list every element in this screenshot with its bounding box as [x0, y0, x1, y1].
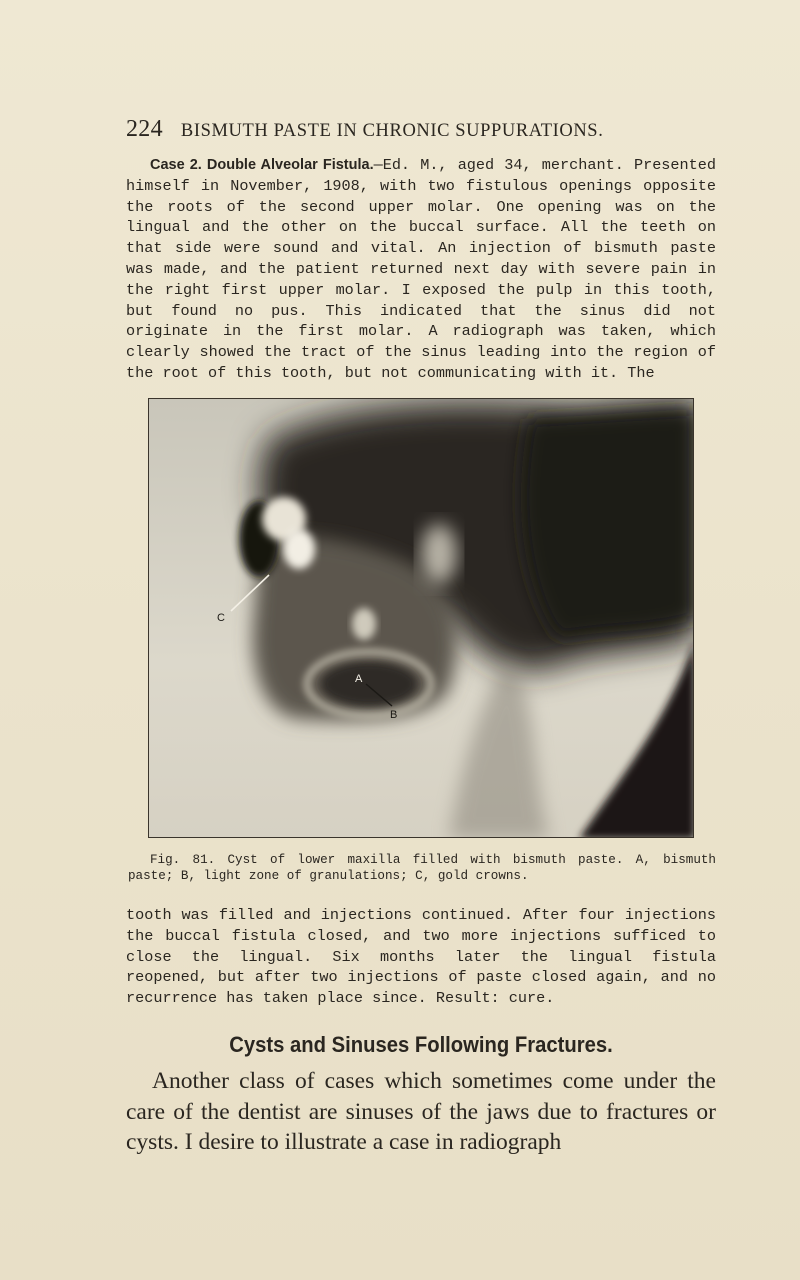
section-heading: Cysts and Sinuses Following Fractures. [229, 1032, 613, 1057]
paragraph-fractures: Another class of cases which sometimes come under the care of the dentist are sinuses of the jaws due to fractures or cysts. I desire to illustrate a case in radiograph [126, 1068, 716, 1155]
running-head [126, 116, 666, 143]
radiograph-image [149, 399, 694, 838]
figure-caption [128, 853, 716, 884]
figure-caption-text: Fig. 81. Cyst of lower maxilla filled with bismuth paste. A, bismuth paste; B, light zone of granulations; C, gold crowns. [128, 853, 716, 883]
running-head-title: BISMUTH PASTE IN CHRONIC SUPPURATIONS. [180, 121, 604, 141]
page-number: 224 [126, 116, 163, 142]
marker-b: B [390, 709, 398, 721]
radiograph-figure [148, 398, 694, 838]
paragraph-case-2-text: —Ed. M., aged 34, merchant. Presented himself in November, 1908, with two fistulous openings opposite the roots of the second upper molar. One opening was on the lingual and the other on the buccal surface. All the teeth on that side were sound and vital. An injection of bismuth paste was made, and the patient returned next day with severe pain in the right first upper molar. I exposed the pulp in this tooth, but found no pus. This indicated that the sinus did not originate in the first molar. A radiograph was taken, which clearly showed the tract of the sinus leading into the region of the root of this tooth, but not communicating with it. The [126, 156, 716, 382]
marker-c: C [217, 612, 225, 624]
paragraph-continuation: tooth was filled and injections continued. After four injections the buccal fistula closed, and two more injections sufficed to close the lingual. Six months later the lingual fistula reopened, but after two injections of paste closed again, and no recurrence has taken place since. Result: cure. [126, 906, 716, 1008]
case-label: Case 2. Double Alveolar Fistula. [150, 157, 374, 173]
paragraph-case-2 [126, 155, 716, 384]
marker-a: A [355, 673, 363, 685]
